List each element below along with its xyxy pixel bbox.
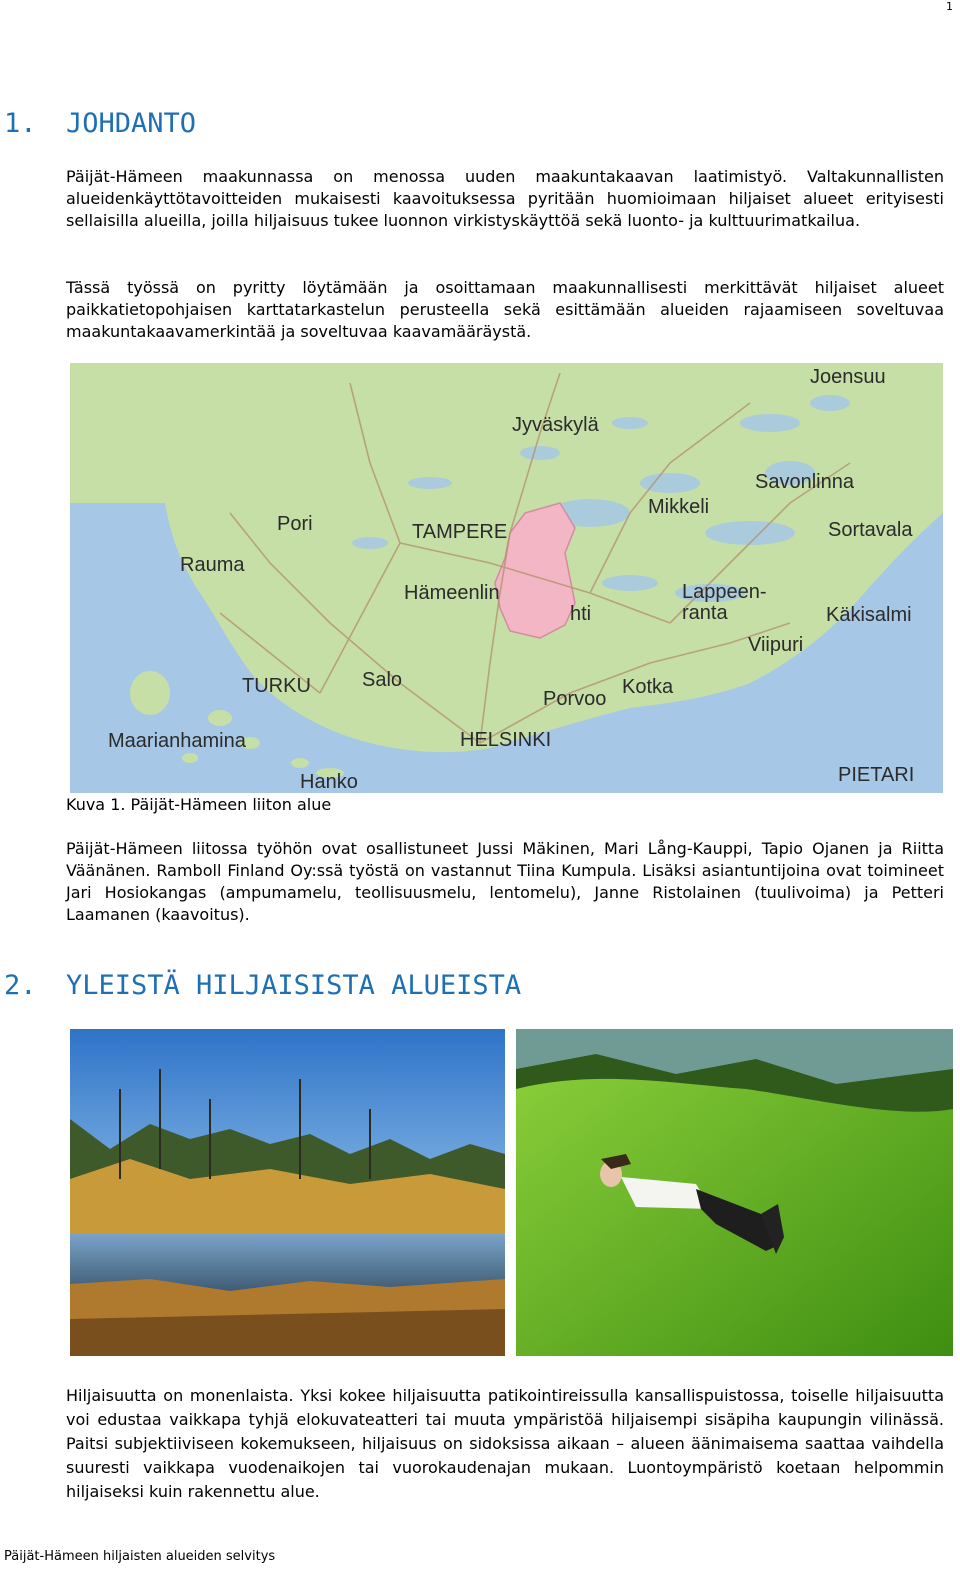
section2-number: 2.	[4, 970, 37, 1001]
region-map	[70, 363, 943, 793]
person-on-grass-photo	[516, 1029, 953, 1356]
map-label: ranta	[682, 602, 728, 624]
map-label: Lappeen-	[682, 581, 767, 603]
map-label: TURKU	[242, 675, 311, 697]
map-label: Pori	[277, 513, 313, 535]
map-label: Käkisalmi	[826, 604, 912, 626]
section1-heading	[4, 108, 196, 139]
map-label: hti	[570, 603, 592, 625]
map-label: Maarianhamina	[108, 730, 246, 752]
map-label: PIETARI	[838, 764, 915, 786]
map-label: TAMPERE	[412, 521, 508, 543]
section1-number: 1.	[4, 108, 37, 139]
map-label: Hämeenlin	[404, 582, 500, 604]
map-label: Salo	[362, 669, 403, 691]
section1-title: JOHDANTO	[66, 108, 197, 139]
map-label: Hanko	[300, 771, 358, 793]
footer-text: Päijät-Hämeen hiljaisten alueiden selvitys	[4, 1549, 276, 1564]
section2-heading	[4, 970, 521, 1001]
map-label: Porvoo	[543, 688, 607, 710]
map-label: Jyväskylä	[512, 414, 599, 436]
map-label: Mikkeli	[648, 496, 710, 518]
intro-paragraph-2: Tässä työssä on pyritty löytämään ja osoittamaan maakunnallisesti merkittävät hiljaiset alueet paikkatietopohjaisen karttatarkastelun perusteella sekä esittämään alueiden rajaamiseen soveltuvaa maakuntakaavamerkintää ja soveltuvaa kaavamääräystä.	[66, 278, 944, 341]
section2-paragraph: Hiljaisuutta on monenlaista. Yksi kokee hiljaisuutta patikointireissulla kansallispuistossa, toiselle hiljaisuutta voi edustaa vaikkapa tyhjä elokuvateatteri tai muuta ympäristöä hiljaisempi sisäpiha kaupungin vilinässä. Paitsi subjektiiviseen kokemukseen, hiljaisuus on sidoksissa aikaan – alueen äänimaisema saattaa vaihdella suuresti vaikkapa vuodenaikojen tai vuorokaudenajan mukaan. Luontoympäristö koetaan helpommin hiljaiseksi kuin rakennettu alue.	[66, 1386, 944, 1501]
map-label: HELSINKI	[460, 729, 552, 751]
map-label: Kotka	[622, 676, 674, 698]
map-label: Joensuu	[810, 366, 886, 388]
lake-landscape-photo	[70, 1029, 505, 1356]
intro-paragraph-1: Päijät-Hämeen maakunnassa on menossa uuden maakuntakaavan laatimistyö. Valtakunnallisten alueidenkäyttötavoitteiden mukaisesti kaavoituksessa pyritään huomioimaan hiljaiset alueet erityisesti sellaisilla alueilla, joilla hiljaisuus tukee luonnon virkistyskäyttöä sekä luonto- ja kulttuurimatkailua.	[66, 167, 944, 230]
section2-title: YLEISTÄ HILJAISISTA ALUEISTA	[66, 970, 522, 1001]
map-label: Savonlinna	[755, 471, 854, 493]
map-label: Rauma	[180, 554, 245, 576]
page-number: 1	[946, 0, 953, 13]
figure1-caption: Kuva 1. Päijät-Hämeen liiton alue	[66, 795, 332, 814]
map-label: Viipuri	[748, 634, 804, 656]
credits-paragraph: Päijät-Hämeen liitossa työhön ovat osallistuneet Jussi Mäkinen, Mari Lång-Kauppi, Tapio Ojanen ja Riitta Väänänen. Ramboll Finland Oy:ssä työstä on vastannut Tiina Kumpula. Lisäksi asiantuntijoina ovat toimineet Jari Hosiokangas (ampumamelu, teollisuusmelu, lentomelu), Janne Ristolainen (tuulivoima) ja Petteri Laamanen (kaavoitus).	[66, 839, 944, 924]
map-label: Sortavala	[828, 519, 913, 541]
